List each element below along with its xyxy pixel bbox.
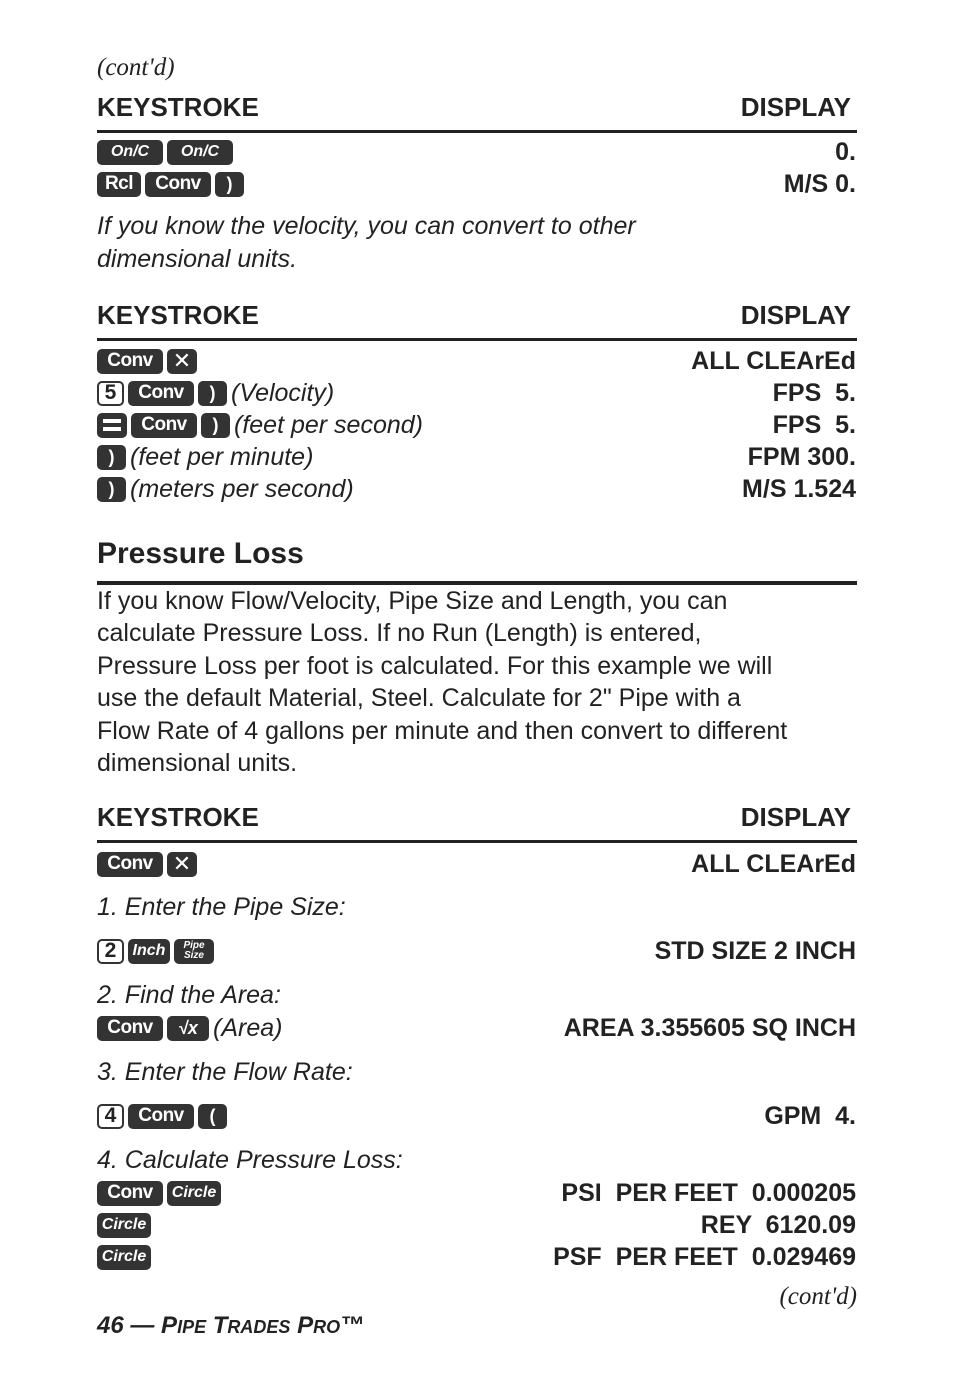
table-row: [97, 1210, 856, 1242]
keystroke-sequence: [97, 378, 334, 408]
key-note: (Velocity): [231, 379, 335, 407]
book-title: PIPE TRADES PRO™: [161, 1312, 365, 1339]
keystroke-sequence: [97, 169, 244, 199]
five-key[interactable]: 5: [97, 381, 124, 406]
display-value: M/S 0.: [783, 170, 856, 198]
display-value: AREA 3.355605 SQ INCH: [563, 1014, 856, 1042]
keystroke-sequence: [97, 1013, 282, 1043]
key-note: (Area): [213, 1014, 283, 1042]
right-paren-key[interactable]: ): [215, 172, 244, 197]
keystroke-sequence: [97, 474, 354, 504]
display-value: STD SIZE 2 INCH: [654, 937, 856, 965]
table-row: [97, 1242, 856, 1274]
conv-key[interactable]: Conv: [145, 172, 211, 197]
display-heading: DISPLAY: [740, 92, 851, 122]
on-c-key[interactable]: On/C: [97, 140, 163, 165]
table-row: [97, 1101, 856, 1133]
keystroke-sequence: [97, 849, 197, 879]
on-c-key[interactable]: On/C: [167, 140, 233, 165]
table-row: [97, 137, 856, 169]
keystroke-sequence: [97, 346, 197, 376]
table-header: [97, 92, 857, 133]
multiply-key[interactable]: ✕: [167, 349, 197, 374]
display-value: ALL CLEArEd: [691, 347, 856, 375]
key-note: (feet per minute): [130, 443, 314, 471]
right-paren-key[interactable]: ): [201, 413, 230, 438]
table-row: [97, 410, 856, 442]
equals-icon: [103, 419, 121, 431]
keystroke-sequence: [97, 1101, 227, 1131]
rcl-key[interactable]: Rcl: [97, 172, 141, 197]
key-note: (meters per second): [130, 475, 354, 503]
conv-key[interactable]: Conv: [97, 1016, 163, 1041]
paragraph-line: calculate Pressure Loss. If no Run (Length) is entered,: [97, 619, 702, 648]
page-footer: [97, 1312, 364, 1340]
display-value: M/S 1.524: [742, 475, 856, 503]
page-number: 46 —: [97, 1312, 155, 1339]
table-row: [97, 849, 856, 881]
section-heading: [97, 537, 857, 585]
circle-key[interactable]: Circle: [97, 1213, 151, 1238]
conv-key[interactable]: Conv: [97, 349, 163, 374]
keystroke-sequence: [97, 410, 423, 440]
left-paren-key[interactable]: (: [198, 1104, 227, 1129]
equals-key[interactable]: [97, 413, 127, 438]
four-key[interactable]: 4: [97, 1104, 124, 1129]
paragraph-line: Flow Rate of 4 gallons per minute and then convert to different: [97, 716, 788, 745]
pipe-size-label-bottom: Size: [183, 950, 204, 961]
step-label: 2. Find the Area:: [97, 981, 281, 1009]
conv-key[interactable]: Conv: [128, 381, 194, 406]
conv-key[interactable]: Conv: [97, 852, 163, 877]
display-value: PSI PER FEET 0.000205: [561, 1179, 856, 1207]
right-paren-key[interactable]: ): [198, 381, 227, 406]
paragraph-line: Pressure Loss per foot is calculated. For this example we will: [97, 651, 773, 680]
keystroke-sequence: [97, 1242, 151, 1272]
display-value: FPS 5.: [772, 379, 856, 407]
pipe-size-key[interactable]: [174, 939, 214, 964]
step-label: 1. Enter the Pipe Size:: [97, 893, 346, 921]
table-row: [97, 474, 856, 506]
square-root-key[interactable]: √x: [167, 1016, 209, 1041]
table-row: [97, 442, 856, 474]
display-value: FPS 5.: [772, 411, 856, 439]
paragraph-line: If you know Flow/Velocity, Pipe Size and Length, you can: [97, 587, 728, 615]
inch-key[interactable]: Inch: [128, 939, 170, 964]
paragraph-line: use the default Material, Steel. Calculate for 2" Pipe with a: [97, 684, 741, 713]
display-value: ALL CLEArEd: [691, 850, 856, 878]
continued-label: (cont'd): [97, 54, 175, 81]
conv-key[interactable]: Conv: [97, 1181, 163, 1206]
table-header: [97, 300, 857, 341]
note-line: dimensional units.: [97, 245, 298, 273]
table-row: [97, 936, 856, 968]
table-row: [97, 1013, 856, 1045]
section-title: Pressure Loss: [97, 537, 304, 570]
key-note: (feet per second): [234, 411, 423, 439]
paragraph-line: dimensional units.: [97, 749, 298, 778]
display-value: GPM 4.: [764, 1102, 856, 1130]
note-line: If you know the velocity, you can convert to other: [97, 212, 636, 240]
display-value: REY 6120.09: [700, 1211, 856, 1239]
keystroke-sequence: [97, 936, 214, 966]
multiply-key[interactable]: ✕: [167, 852, 197, 877]
pipe-size-label-top: Pipe: [183, 940, 205, 951]
keystroke-heading: KEYSTROKE: [97, 92, 259, 122]
table-row: [97, 1178, 856, 1210]
circle-key[interactable]: Circle: [167, 1181, 221, 1206]
display-value: FPM 300.: [747, 443, 856, 471]
step-label: 4. Calculate Pressure Loss:: [97, 1146, 403, 1174]
conv-key[interactable]: Conv: [131, 413, 197, 438]
circle-key[interactable]: Circle: [97, 1245, 151, 1270]
keystroke-sequence: [97, 1210, 151, 1240]
keystroke-heading: KEYSTROKE: [97, 802, 259, 832]
keystroke-sequence: [97, 442, 313, 472]
conv-key[interactable]: Conv: [128, 1104, 194, 1129]
display-value: 0.: [835, 138, 856, 166]
table-header: [97, 802, 857, 843]
body-paragraph: [97, 585, 857, 779]
keystroke-sequence: [97, 137, 233, 167]
right-paren-key[interactable]: ): [97, 445, 126, 470]
display-heading: DISPLAY: [740, 802, 851, 832]
right-paren-key[interactable]: ): [97, 477, 126, 502]
two-key[interactable]: 2: [97, 939, 124, 964]
table-row: [97, 378, 856, 410]
display-heading: DISPLAY: [740, 300, 851, 330]
step-label: 3. Enter the Flow Rate:: [97, 1058, 353, 1086]
keystroke-sequence: [97, 1178, 221, 1208]
table-row: [97, 346, 856, 378]
table-row: [97, 169, 856, 201]
keystroke-heading: KEYSTROKE: [97, 300, 259, 330]
display-value: PSF PER FEET 0.029469: [553, 1243, 856, 1271]
continued-label: (cont'd): [779, 1283, 857, 1310]
